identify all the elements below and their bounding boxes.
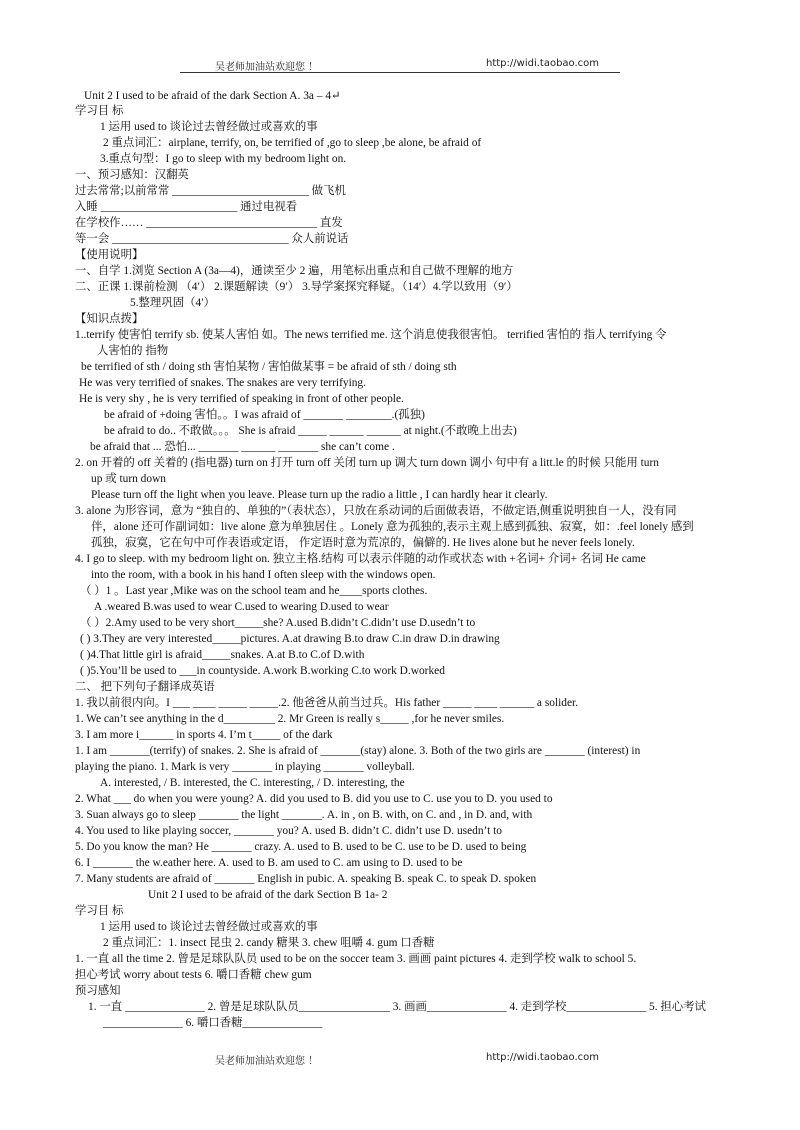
text-line: 3.重点句型：I go to sleep with my bedroom light on. [100,153,347,165]
text-line: 1 运用 used to 谈论过去曾经做过或喜欢的事 [100,121,318,133]
text-line: He is very shy , he is very terrified of speaking in front of other people. [79,393,404,405]
text-line: ( ) 3.They are very interested_____pictures. A.at drawing B.to draw C.in draw D.in drawing [80,633,500,645]
text-line: ______________ 6. 嚼口香糖______________ [103,1017,323,1029]
text-line: 1..terrify 使害怕 terrify sb. 使某人害怕 如。The news terrified me. 这个消息使我很害怕。 terrified 害怕的 指人 terrifying 令 [75,329,667,341]
text-line: 6. I _______ the w.eather here. A. used to B. am used to C. am using to D. used to be [75,857,463,869]
text-line: （ ）1 。Last year ,Mike was on the school team and he____sports clothes. [80,585,428,597]
text-line: Please turn off the light when you leave. Please turn up the radio a little , I can hardly hear it clearly. [91,489,548,501]
text-line: 二、 把下列句子翻译成英语 [75,681,215,693]
text-line: 1. 一直 ______________ 2. 曾是足球队队员________________ 3. 画画______________ 4. 走到学校______________ 5. 担心考试 [88,1001,706,1013]
text-line: 二、正课 1.课前检测 （4′） 2.课题解读（9′） 3.导学案探究释疑。（14′）4.学以致用（9′） [75,281,518,293]
text-line: 4. You used to like playing soccer, _______ you? A. used B. didn’t C. didn’t use D. usedn’t to [75,825,502,837]
text-line: 2. What ___ do when you were young? A. did you used to B. did you use to C. use you to D. you used to [75,793,553,805]
text-line: 【知识点拨】 [75,313,144,325]
text-line: 孤独，寂寞，它在句中可作表语或定语， 作定语时意为荒凉的，偏僻的. He lives alone but he never feels lonely. [91,537,635,549]
text-line: 学习目 标 [75,905,124,917]
text-line: 1. We can’t see anything in the d_________ 2. Mr Green is really s_____ ,for he never smiles. [75,713,505,725]
header-left: 吴老师加油站欢迎您 ！ [215,62,319,73]
header-rule [180,72,620,73]
text-line: be afraid to do.. 不敢做。。。 She is afraid _____ ______ ______ at night.(不敢晚上出去) [104,425,517,437]
text-line: 在学校作…… ______________________________ 直发 [75,217,343,229]
footer-right[interactable]: http://widi.taobao.com [486,1052,600,1063]
text-line: 预习感知 [75,985,121,997]
text-line: 7. Many students are afraid of _______ English in pubic. A. speaking B. speak C. to speak D. spoken [75,873,537,885]
text-line: be afraid of +doing 害怕。。I was afraid of _______ ________.(孤独) [104,409,425,421]
text-line: 等一会 _______________________________ 众人前说话 [75,233,349,245]
text-line: up 或 turn down [91,473,166,485]
text-line: be terrified of sth / doing sth 害怕某物 / 害怕做某事 = be afraid of sth / doing sth [81,361,457,373]
text-line: 2. on 开着的 off 关着的 (指电器) turn on 打开 turn off 关闭 turn up 调大 turn down 调小 句中有 a litt.le 的时候 只能用 turn [75,457,659,469]
text-line: into the room, with a book in his hand I often sleep with the windows open. [91,569,436,581]
text-line: playing the piano. 1. Mark is very _______ in playing _______ volleyball. [75,761,415,773]
text-line: 1 运用 used to 谈论过去曾经做过或喜欢的事 [100,921,318,933]
text-line: 1. 我以前很内向。I ___ ____ _____ _____.2. 他爸爸从前当过兵。His father _____ ____ ______ a solider. [75,697,579,709]
text-line: 【使用说明】 [75,249,144,261]
header-right[interactable]: http://widi.taobao.com [486,58,600,69]
text-line: ( )5.You’ll be used to ___in countyside. A.work B.working C.to work D.worked [80,665,445,677]
text-line: 3. alone 为形容词，意为 “独自的、单独的”（表状态），只放在系动词的后面做表语，不做定语,侧重说明独自一人，没有同 [75,505,677,517]
text-line: A .weared B.was used to wear C.used to wearing D.used to wear [94,601,389,613]
text-line: 5.整理巩固（4′） [130,297,216,309]
text-line: 过去常常;以前常常 ________________________ 做飞机 [75,185,346,197]
text-line: A. interested, / B. interested, the C. interesting, / D. interesting, the [100,777,405,789]
text-line: 一、自学 1.浏览 Section A (3a—4)，通读至少 2 遍，用笔标出重点和自己做不理解的地方 [75,265,514,277]
text-line: 3. I am more i______ in sports 4. I’m t_____ of the dark [75,729,333,741]
text-line: 1. 一直 all the time 2. 曾是足球队队员 used to be on the soccer team 3. 画画 paint pictures 4. 走到学校 walk to school 5. [75,953,637,965]
text-line: 5. Do you know the man? He _______ crazy. A. used to B. used to be C. use to be D. used to being [75,841,527,853]
text-line: 入睡 ________________________ 通过电视看 [75,201,298,213]
footer-left: 吴老师加油站欢迎您 ！ [215,1056,319,1067]
text-line: 1. I am _______(terrify) of snakes. 2. She is afraid of _______(stay) alone. 3. Both of the two girls are _______ (interest) in [75,745,641,757]
text-line: He was very terrified of snakes. The snakes are very terrifying. [79,377,366,389]
text-line: 2 重点词汇：airplane, terrify, on, be terrified of ,go to sleep ,be alone, be afraid of [103,137,482,149]
text-line: 一、预习感知：汉翻英 [75,169,189,181]
text-line: 伴，alone 还可作副词如：live alone 意为单独居住 。Lonely 意为孤独的,表示主观上感到孤独、寂寞，如：.feel lonely 感到 [91,521,694,533]
text-line: 3. Suan always go to sleep _______ the light _______. A. in , on B. with, on C. and , in D. and, with [75,809,533,821]
text-line: Unit 2 I used to be afraid of the dark Section B 1a- 2 [148,889,388,901]
text-line: 担心考试 worry about tests 6. 嚼口香糖 chew gum [75,969,312,981]
text-line: 学习目 标 [75,105,124,117]
text-line: ( )4.That little girl is afraid_____snakes. A.at B.to C.of D.with [80,649,365,661]
text-line: be afraid that ... 恐怕... _______ ______ _______ she can’t come . [90,441,395,453]
text-line: 人害怕的 指物 [97,345,169,357]
text-line: 4. I go to sleep. with my bedroom light on. 独立主格.结构 可以表示伴随的动作或状态 with +名词+ 介词+ 名词 He came [75,553,646,565]
text-line: （ ）2.Amy used to be very short_____she? A.used B.didn’t C.didn’t use D.usedn’t to [80,617,476,629]
text-line: Unit 2 I used to be afraid of the dark Section A. 3a – 4↵ [84,90,341,102]
text-line: 2 重点词汇：1. insect 昆虫 2. candy 糖果 3. chew 咀嚼 4. gum 口香糖 [103,937,435,949]
